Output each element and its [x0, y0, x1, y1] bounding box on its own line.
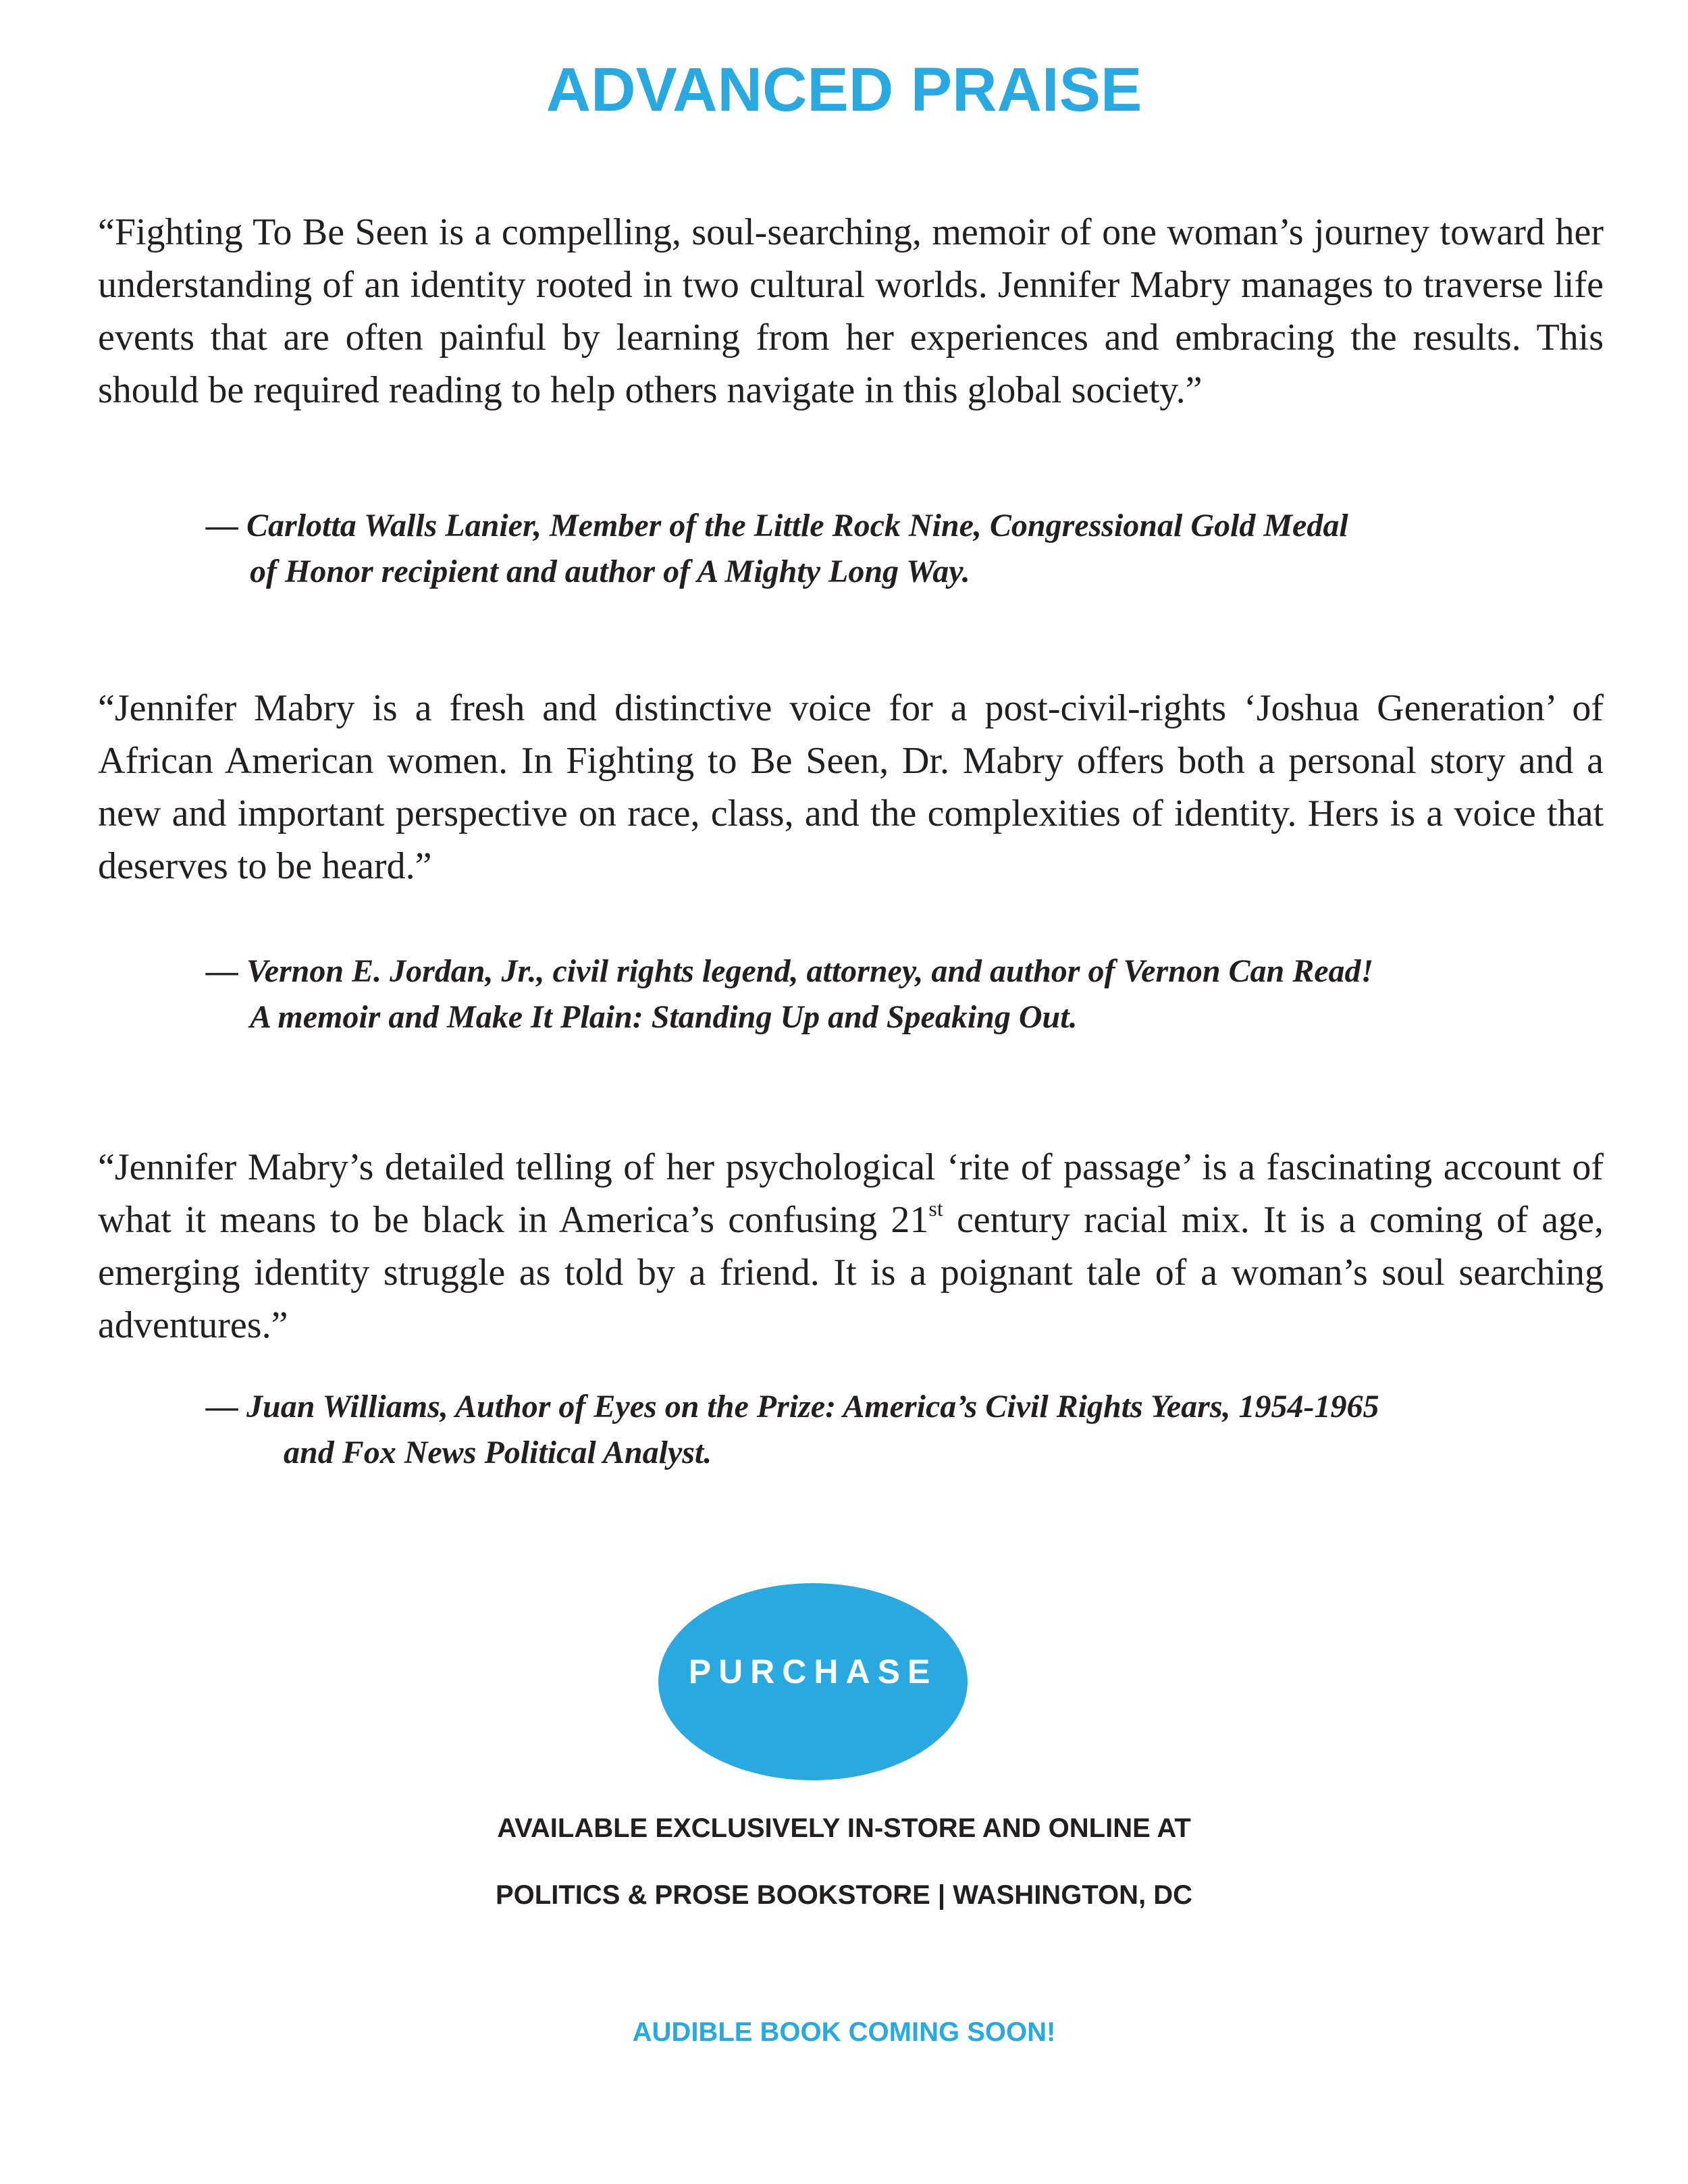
praise-quote-jordan: “Jennifer Mabry is a fresh and distinctive voice for a post-civil-rights ‘Joshua Generation’ of African American women. In Fighting to Be Seen, Dr. Mabry offers both a personal story and a new and important perspective on race, class, and the complexities of identity. Hers is a voice that deserves to be heard.” [98, 687, 1604, 887]
attribution-jordan [206, 949, 1624, 1040]
attribution-williams [206, 1384, 1624, 1476]
attribution-jordan-line2: A memoir and Make It Plain: Standing Up and Speaking Out. [250, 999, 1078, 1035]
ordinal-superscript: st [928, 1196, 943, 1221]
purchase-button[interactable] [658, 1583, 968, 1780]
availability-line-1: AVAILABLE EXCLUSIVELY IN-STORE AND ONLINE AT [497, 1813, 1191, 1843]
attribution-williams-line1: — Juan Williams, Author of Eyes on the Prize: America’s Civil Rights Years, 1954-1965 [206, 1389, 1379, 1424]
page-title: ADVANCED PRAISE [546, 55, 1142, 124]
attribution-jordan-line1: — Vernon E. Jordan, Jr., civil rights legend, attorney, and author of Vernon Can Read! [206, 953, 1374, 989]
availability-line-2: POLITICS & PROSE BOOKSTORE | WASHINGTON, DC [495, 1880, 1193, 1910]
praise-quote-williams-text-b: century racial mix. It is a coming of age, emerging identity struggle as told by a friend. It is a poignant tale of a woman’s soul searching adventures.” [98, 1199, 1604, 1346]
purchase-button-label: PURCHASE [688, 1653, 938, 1690]
audible-notice: AUDIBLE BOOK COMING SOON! [632, 2017, 1056, 2047]
praise-quote-williams-text-a: “Jennifer Mabry’s detailed telling of her psychological ‘rite of passage’ is a fascinating account of what it means to be black in America’s confusing 21 [98, 1146, 1604, 1241]
attribution-lanier-line1: — Carlotta Walls Lanier, Member of the Little Rock Nine, Congressional Gold Medal [206, 508, 1348, 543]
attribution-williams-line2: and Fox News Political Analyst. [284, 1435, 712, 1470]
praise-quote-williams [98, 1141, 1604, 1352]
praise-quote-lanier: “Fighting To Be Seen is a compelling, soul-searching, memoir of one woman’s journey toward her understanding of an identity rooted in two cultural worlds. Jennifer Mabry manages to traverse life events that are often painful by learning from her experiences and embracing the results. This should be required reading to help others navigate in this global society.” [98, 211, 1604, 411]
attribution-lanier-line2: of Honor recipient and author of A Mighty Long Way. [250, 554, 970, 589]
attribution-lanier [206, 503, 1624, 595]
